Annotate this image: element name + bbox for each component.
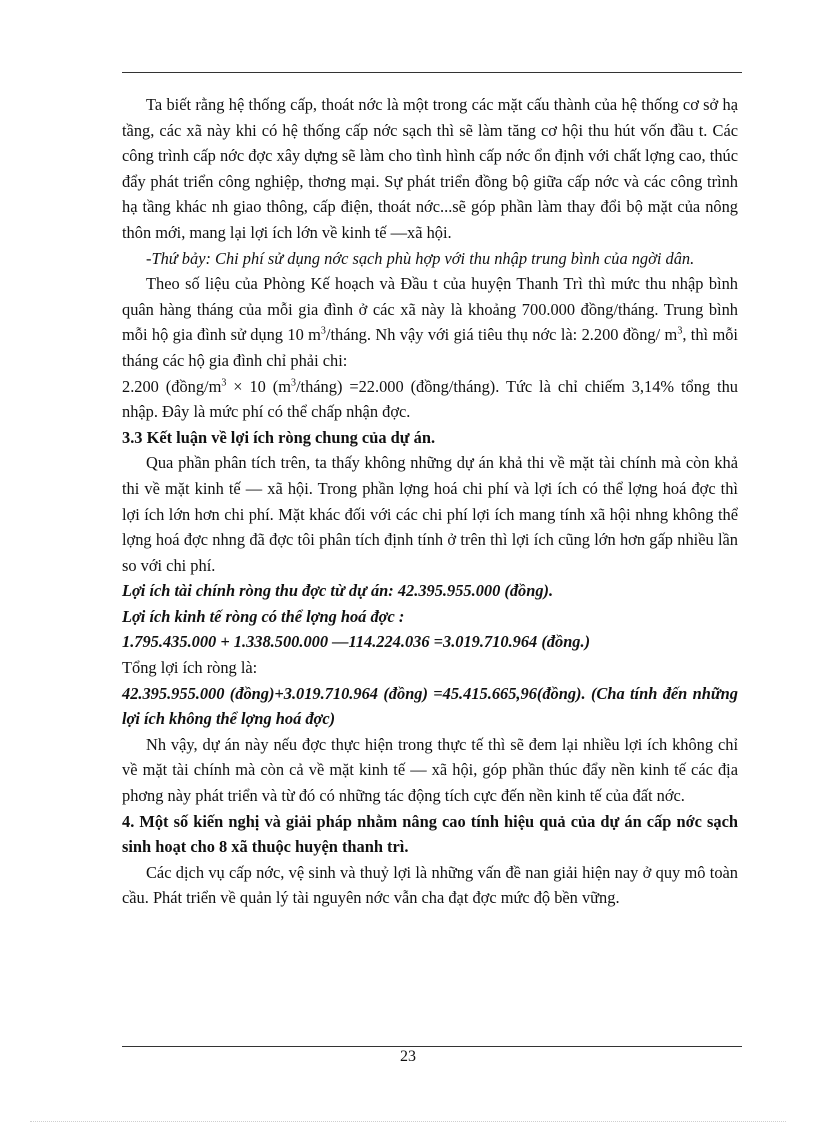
section-heading-4: 4. Một số kiến nghị và giải pháp nhằm nâng cao tính hiệu quả của dự án cấp nớc sạch sinh hoạt cho 8 xã thuộc huyện thanh trì. [122,811,738,857]
paragraph-water-services: Các dịch vụ cấp nớc, vệ sinh và thuỷ lợi là những vấn đề nan giải hiện nay ở quy mô toàn cầu. Phát triển về quản lý tài nguyên nớc vẫn cha đạt đợc mức độ bền vững. [122,862,738,908]
footer-rule [122,1046,742,1047]
section-heading-3-3: 3.3 Kết luận về lợi ích ròng chung của dự án. [122,427,436,447]
total-benefit-formula: 42.395.955.000 (đồng)+3.019.710.964 (đồng) =45.415.665,96(đồng). (Cha tính đến những lợi ích không thể lợng hoá đợc) [122,683,738,729]
paragraph-calculation: 2.200 ($đồng/m^3 \times 10$ $(m^3/tháng) =22.000$ (đồng/tháng). Tức là chỉ chiếm 3,14% tổng thu nhập. Đây là mức phí có thể chấp nhận đợc. [122,376,739,422]
body-text [122,92,738,911]
total-benefit-label: Tổng lợi ích ròng là: [122,658,258,678]
page-number: 23 [400,1048,416,1065]
economic-benefit-line: Lợi ích kinh tế ròng có thể lợng hoá đợc : [122,606,405,626]
paragraph-conclusion: Nh vậy, dự án này nếu đợc thực hiện trong thực tế thì sẽ đem lại nhiều lợi ích không chỉ về mặt tài chính mà còn cả về mặt kinh tế — xã hội, góp phần thúc đẩy nền kinh tế các địa phơng này phát triển và từ đó có những tác động tích cực đến nền kinh tế của đất nớc. [122,734,738,806]
paragraph-analysis: Qua phần phân tích trên, ta thấy không những dự án khả thi về mặt tài chính mà còn khả thi về mặt kinh tế — xã hội. Trong phần lợng hoá chi phí và lợi ích có thể lợng hoá đợc thì lợi ích lớn hơn chi phí. Mặt khác đối với các chi phí lợi ích mang tính xã hội nhng không thể lợng hoá đợc nhng đã đợc tôi phân tích định tính ở trên thì lợi ích cũng lớn hơn gấp nhiều lần so với chi phí. [122,453,738,575]
paragraph-income: Theo số liệu của Phòng Kế hoạch và Đầu t của huyện Thanh Trì thì mức thu nhập bình quân hàng tháng của mỗi gia đình ở các xã này là khoảng 700.000 đồng/tháng. Trung bình mỗi hộ gia đình sử dụng 10 $m^3$/tháng. Nh vậy với giá tiêu thụ nớc là: 2.200 đồng/ $m^3$, thì mỗi tháng các hộ gia đình chỉ phải chi: [122,274,738,370]
paragraph-seventh-point: -Thứ bảy: Chi phí sử dụng nớc sạch phù hợp với thu nhập trung bình của ngời dân. [146,248,695,268]
economic-benefit-formula: 1.795.435.000 + 1.338.500.000 —114.224.036 =3.019.710.964 (đồng.) [122,632,591,652]
paragraph-infrastructure: Ta biết rằng hệ thống cấp, thoát nớc là một trong các mặt cấu thành của hệ thống cơ sở hạ tầng, các xã này khi có hệ thống cấp nớc sạch thì sẽ làm tăng cơ hội thu hút vốn đầu t. Các công trình cấp nớc đợc xây dựng sẽ làm cho tình hình cấp nớc ổn định với chất lợng cao, thúc đẩy phát triển công nghiệp, thơng mại. Sự phát triển đồng bộ giữa cấp nớc và các công trình hạ tầng khác nh giao thông, cấp điện, thoát nớc...sẽ góp phần làm thay đổi bộ mặt của nông thôn mới, mang lại lợi ích lớn về kinh tế —xã hội. [122,95,738,242]
financial-benefit-line: Lợi ích tài chính ròng thu đợc từ dự án: 42.395.955.000 (đồng). [122,581,554,601]
page-edge-dots [30,1121,786,1122]
header-rule [122,72,742,73]
